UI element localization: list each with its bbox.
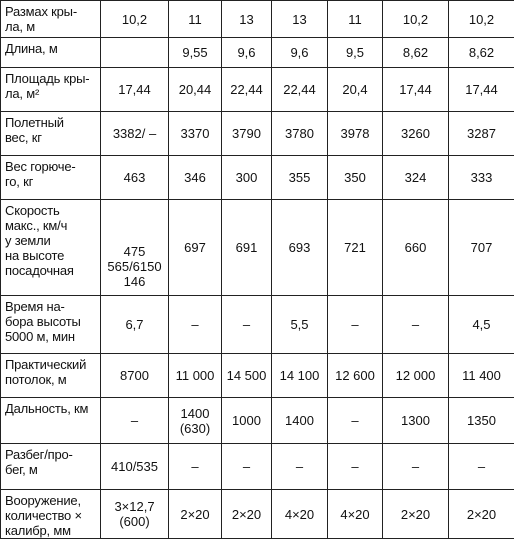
table-row [1, 200, 514, 296]
table-cell [101, 200, 169, 296]
table-cell: 9,55 [169, 38, 222, 68]
table-cell: 4×20 [328, 490, 383, 539]
table-cell: – [169, 296, 222, 354]
cell-line: 475 [123, 244, 146, 259]
table-cell: 3780 [272, 112, 328, 156]
table-cell: 4×20 [272, 490, 328, 539]
table-cell [101, 490, 169, 539]
table-cell: 691 [222, 200, 272, 296]
table-cell: 5,5 [272, 296, 328, 354]
table-cell: 11 000 [169, 354, 222, 398]
table-cell: 13 [272, 1, 328, 38]
cell-line: 3×12,7 [114, 499, 155, 514]
table-row [1, 156, 514, 200]
table-cell: – [272, 444, 328, 490]
row-label [1, 444, 101, 490]
row-label [1, 38, 101, 68]
table-cell: 324 [383, 156, 449, 200]
table-cell: 10,2 [101, 1, 169, 38]
row-label-line: посадочная [5, 263, 74, 278]
table-cell: 12 000 [383, 354, 449, 398]
row-label-line: Практический [5, 357, 87, 372]
row-label-line: Вес горюче- [5, 159, 76, 174]
table-cell: 3287 [449, 112, 514, 156]
table-row [1, 38, 514, 68]
table-cell: 4,5 [449, 296, 514, 354]
table-row [1, 398, 514, 444]
table-cell: 3260 [383, 112, 449, 156]
row-label [1, 398, 101, 444]
row-label [1, 156, 101, 200]
table-cell: 6,7 [101, 296, 169, 354]
table-row [1, 444, 514, 490]
table-cell: 3370 [169, 112, 222, 156]
cell-line: 565/6150 [107, 259, 162, 274]
row-label-line: макс., км/ч [5, 218, 68, 233]
table-cell: 8,62 [449, 38, 514, 68]
table-cell: – [222, 296, 272, 354]
table-cell: 9,6 [222, 38, 272, 68]
table-cell: 20,4 [328, 68, 383, 112]
table-cell: 20,44 [169, 68, 222, 112]
row-label-line: потолок, м [5, 372, 67, 387]
specs-table-body [1, 1, 514, 539]
cell-line: (600) [119, 514, 150, 529]
row-label-line: Вооружение, [5, 493, 81, 508]
row-label-line: калибр, мм [5, 523, 71, 538]
row-label [1, 490, 101, 539]
table-row [1, 354, 514, 398]
table-cell: 660 [383, 200, 449, 296]
table-cell: – [328, 398, 383, 444]
table-cell: 13 [222, 1, 272, 38]
table-cell: 355 [272, 156, 328, 200]
table-cell: 3790 [222, 112, 272, 156]
table-cell: 9,5 [328, 38, 383, 68]
table-cell: 2×20 [383, 490, 449, 539]
table-cell: 8,62 [383, 38, 449, 68]
table-cell: 9,6 [272, 38, 328, 68]
table-cell: 721 [328, 200, 383, 296]
row-label-line: Скорость [5, 203, 60, 218]
table-cell: 2×20 [169, 490, 222, 539]
table-row [1, 68, 514, 112]
row-label-line: у земли [5, 233, 51, 248]
row-label-line: ла, м [5, 19, 35, 34]
row-label [1, 68, 101, 112]
table-cell: 697 [169, 200, 222, 296]
row-label-line: ла, м² [5, 86, 40, 101]
table-cell [169, 398, 222, 444]
row-label-line: Время на- [5, 299, 65, 314]
table-cell: 10,2 [383, 1, 449, 38]
row-label-line: количество × [5, 508, 82, 523]
table-cell: – [222, 444, 272, 490]
table-cell: 10,2 [449, 1, 514, 38]
table-cell: – [328, 444, 383, 490]
row-label-line: Площадь кры- [5, 71, 90, 86]
row-label-line: вес, кг [5, 130, 42, 145]
row-label-line: Размах кры- [5, 4, 77, 19]
table-cell: 17,44 [383, 68, 449, 112]
table-cell: 2×20 [449, 490, 514, 539]
table-cell: – [101, 398, 169, 444]
table-cell: 693 [272, 200, 328, 296]
row-label [1, 112, 101, 156]
table-cell: 12 600 [328, 354, 383, 398]
row-label-line: Полетный [5, 115, 64, 130]
table-cell: 17,44 [449, 68, 514, 112]
table-cell: 8700 [101, 354, 169, 398]
table-cell: – [328, 296, 383, 354]
row-label-line: Длина, м [5, 41, 58, 56]
table-cell: – [449, 444, 514, 490]
row-label [1, 296, 101, 354]
row-label-line: бег, м [5, 462, 38, 477]
row-label-line: 5000 м, мин [5, 329, 75, 344]
table-cell: 1000 [222, 398, 272, 444]
table-cell: 346 [169, 156, 222, 200]
table-cell: 14 100 [272, 354, 328, 398]
table-cell: 300 [222, 156, 272, 200]
table-cell: 410/535 [101, 444, 169, 490]
row-label-line: Дальность, км [5, 401, 89, 416]
table-row [1, 1, 514, 38]
row-label-line: го, кг [5, 174, 34, 189]
table-cell: – [383, 296, 449, 354]
table-cell: 707 [449, 200, 514, 296]
cell-line: (630) [179, 420, 211, 436]
table-cell: 1400 [272, 398, 328, 444]
row-label-line: Разбег/про- [5, 447, 73, 462]
row-label-line: бора высоты [5, 314, 81, 329]
table-cell: 333 [449, 156, 514, 200]
table-cell: 17,44 [101, 68, 169, 112]
cell-line: 146 [123, 274, 146, 289]
table-cell: 22,44 [222, 68, 272, 112]
table-cell: 2×20 [222, 490, 272, 539]
table-cell: 1300 [383, 398, 449, 444]
table-cell: 11 400 [449, 354, 514, 398]
table-row [1, 296, 514, 354]
table-cell: 3978 [328, 112, 383, 156]
table-cell: 3382/ – [101, 112, 169, 156]
table-cell: 11 [169, 1, 222, 38]
table-cell: 11 [328, 1, 383, 38]
table-cell [101, 38, 169, 68]
table-cell: – [383, 444, 449, 490]
table-cell: 1350 [449, 398, 514, 444]
row-label [1, 200, 101, 296]
table-cell: 14 500 [222, 354, 272, 398]
table-cell: 463 [101, 156, 169, 200]
table-cell: – [169, 444, 222, 490]
row-label [1, 1, 101, 38]
row-label [1, 354, 101, 398]
cell-line: 1400 [180, 405, 210, 421]
table-cell: 350 [328, 156, 383, 200]
table-row [1, 112, 514, 156]
row-label-line: на высоте [5, 248, 65, 263]
table-row [1, 490, 514, 539]
table-cell: 22,44 [272, 68, 328, 112]
